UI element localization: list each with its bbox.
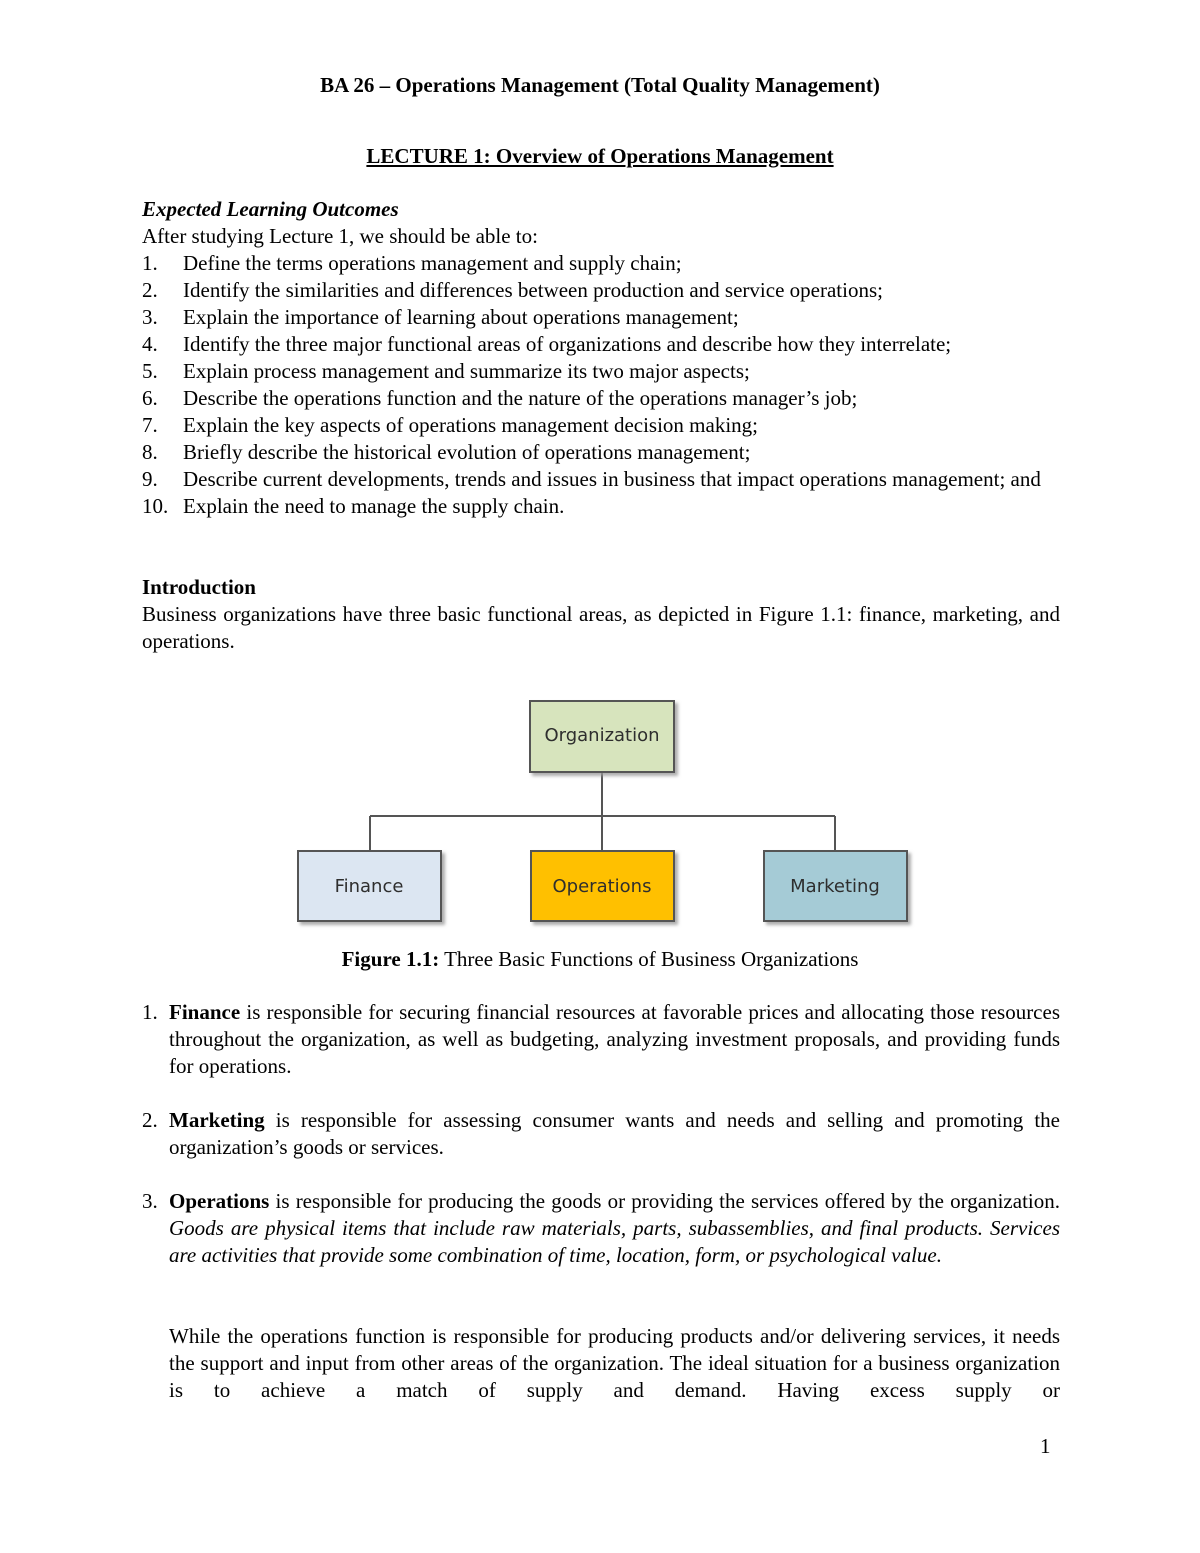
operations-label: Operations [552,876,652,897]
finance-label: Finance [334,876,404,897]
outcomes-list [142,250,1060,520]
function-text: is responsible for producing the goods or providing the services offered by the organization. [269,1189,1060,1213]
caption-label: Figure 1.1: [341,947,440,971]
org-chart-figure [0,690,1200,930]
outcomes-intro: After studying Lecture 1, we should be able to: [142,224,538,248]
function-term: Marketing [169,1108,265,1132]
support-paragraph: While the operations function is responsible for producing products and/or delivering services, it needs the support and input from other areas of the organization. The ideal situation for a business organization is to achieve a match of supply and demand. Having excess supply or [169,1324,1060,1402]
caption-text: Three Basic Functions of Business Organizations [439,947,859,971]
list-item [142,493,1060,520]
list-text: Describe the operations function and the nature of the operations manager’s job; [183,386,858,410]
list-number: 6. [142,386,158,410]
list-text: Briefly describe the historical evolution of operations management; [183,440,751,464]
list-number: 5. [142,359,158,383]
list-item [142,331,1060,358]
page-number: 1 [1040,1434,1051,1458]
list-text: Explain the importance of learning about operations management; [183,305,739,329]
list-number: 3. [142,305,158,329]
list-item [142,385,1060,412]
outcomes-heading: Expected Learning Outcomes [142,197,399,221]
list-text: Identify the three major functional areas of organizations and describe how they interrelate; [183,332,952,356]
document-title: BA 26 – Operations Management (Total Quality Management) [320,73,880,97]
list-item [142,412,1060,439]
list-text: Explain process management and summarize its two major aspects; [183,359,750,383]
list-item-operations [142,1188,1060,1269]
list-item [142,358,1060,385]
lecture-title: LECTURE 1: Overview of Operations Management [366,144,834,168]
function-text: is responsible for securing financial resources at favorable prices and allocating those resources throughout the organization, as well as budgeting, analyzing investment proposals, and providing funds for operations. [169,1000,1060,1078]
list-number: 10. [142,494,169,518]
list-text: Define the terms operations management and supply chain; [183,251,682,275]
organization-label: Organization [544,725,660,746]
list-text: Explain the need to manage the supply chain. [183,494,565,518]
list-item-finance [142,999,1060,1080]
function-term: Finance [169,1000,241,1024]
list-number: 8. [142,440,158,464]
marketing-label: Marketing [790,876,880,897]
functions-list [142,999,1060,1296]
introduction-heading: Introduction [142,575,256,599]
list-number: 1. [142,251,158,275]
list-number: 4. [142,332,158,356]
list-item [142,250,1060,277]
list-item [142,304,1060,331]
list-number: 2. [142,278,158,302]
introduction-paragraph: Business organizations have three basic functional areas, as depicted in Figure 1.1: finance, marketing, and operations. [142,602,1060,653]
goods-services-definition: Goods are physical items that include raw materials, parts, subassemblies, and final products. Services are activities that provide some combination of time, location, form, or psychological value. [169,1216,1060,1267]
list-item [142,466,1060,493]
list-item [142,277,1060,304]
list-text: Identify the similarities and differences between production and service operations; [183,278,883,302]
list-number: 3. [142,1189,158,1213]
list-item-marketing [142,1107,1060,1161]
function-term: Operations [169,1189,270,1213]
figure-caption [0,944,1200,974]
list-number: 9. [142,467,158,491]
list-text: Explain the key aspects of operations management decision making; [183,413,758,437]
list-number: 2. [142,1108,158,1132]
list-item [142,439,1060,466]
function-text: is responsible for assessing consumer wants and needs and selling and promoting the organization’s goods or services. [169,1108,1060,1159]
list-text: Describe current developments, trends and issues in business that impact operations management; and [183,467,1041,491]
list-number: 1. [142,1000,158,1024]
list-number: 7. [142,413,158,437]
